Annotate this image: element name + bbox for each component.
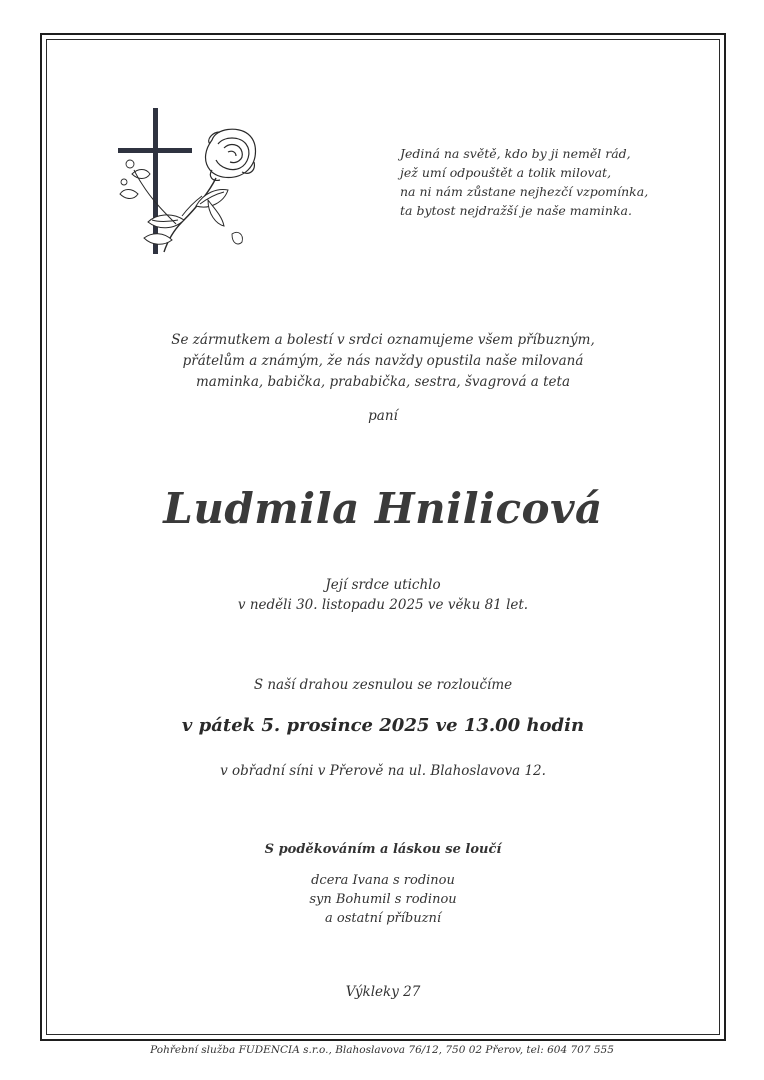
ceremony-place: v obřadní síni v Přerově na ul. Blahoslavova 12. xyxy=(220,763,546,779)
cross-with-rose-icon xyxy=(112,104,264,260)
funeral-service-footer: Pohřební služba FUDENCIA s.r.o., Blahoslavova 76/12, 750 02 Přerov, tel: 604 707 555 xyxy=(150,1044,614,1056)
verse-line: jež umí odpouštět a tolik milovat, xyxy=(400,165,612,180)
announcement-line: přátelům a známým, že nás navždy opustila naše milovaná xyxy=(182,353,584,369)
thanks-line: S poděkováním a láskou se loučí xyxy=(264,842,502,857)
mourner-entry: dcera Ivana s rodinou xyxy=(311,873,455,888)
memorial-verse xyxy=(400,144,648,220)
verse-line: na ni nám zůstane nejhezčí vzpomínka, xyxy=(400,184,649,199)
deceased-name: Ludmila Hnilicová xyxy=(163,484,603,533)
verse-line: Jediná na světě, kdo by ji neměl rád, xyxy=(400,146,631,161)
announcement-line: Se zármutkem a bolestí v srdci oznamujeme všem příbuzným, xyxy=(171,332,595,348)
farewell-intro: S naší drahou zesnulou se rozloučíme xyxy=(253,677,513,693)
verse-line: ta bytost nejdražší je naše maminka. xyxy=(400,203,632,218)
family-address: Výkleky 27 xyxy=(345,984,421,1000)
death-notice xyxy=(46,575,720,615)
death-notice-line: v neděli 30. listopadu 2025 ve věku 81 let. xyxy=(237,597,529,613)
announcement-line: maminka, babička, prababička, sestra, švagrová a teta xyxy=(195,374,571,390)
death-notice-line: Její srdce utichlo xyxy=(325,577,441,593)
mourner-entry: syn Bohumil s rodinou xyxy=(309,892,457,907)
mourner-entry: a ostatní příbuzní xyxy=(324,911,441,926)
salutation: paní xyxy=(368,408,398,424)
ceremony-datetime: v pátek 5. prosince 2025 ve 13.00 hodin xyxy=(181,715,585,736)
mourners-list xyxy=(46,871,720,928)
announcement xyxy=(46,330,720,393)
